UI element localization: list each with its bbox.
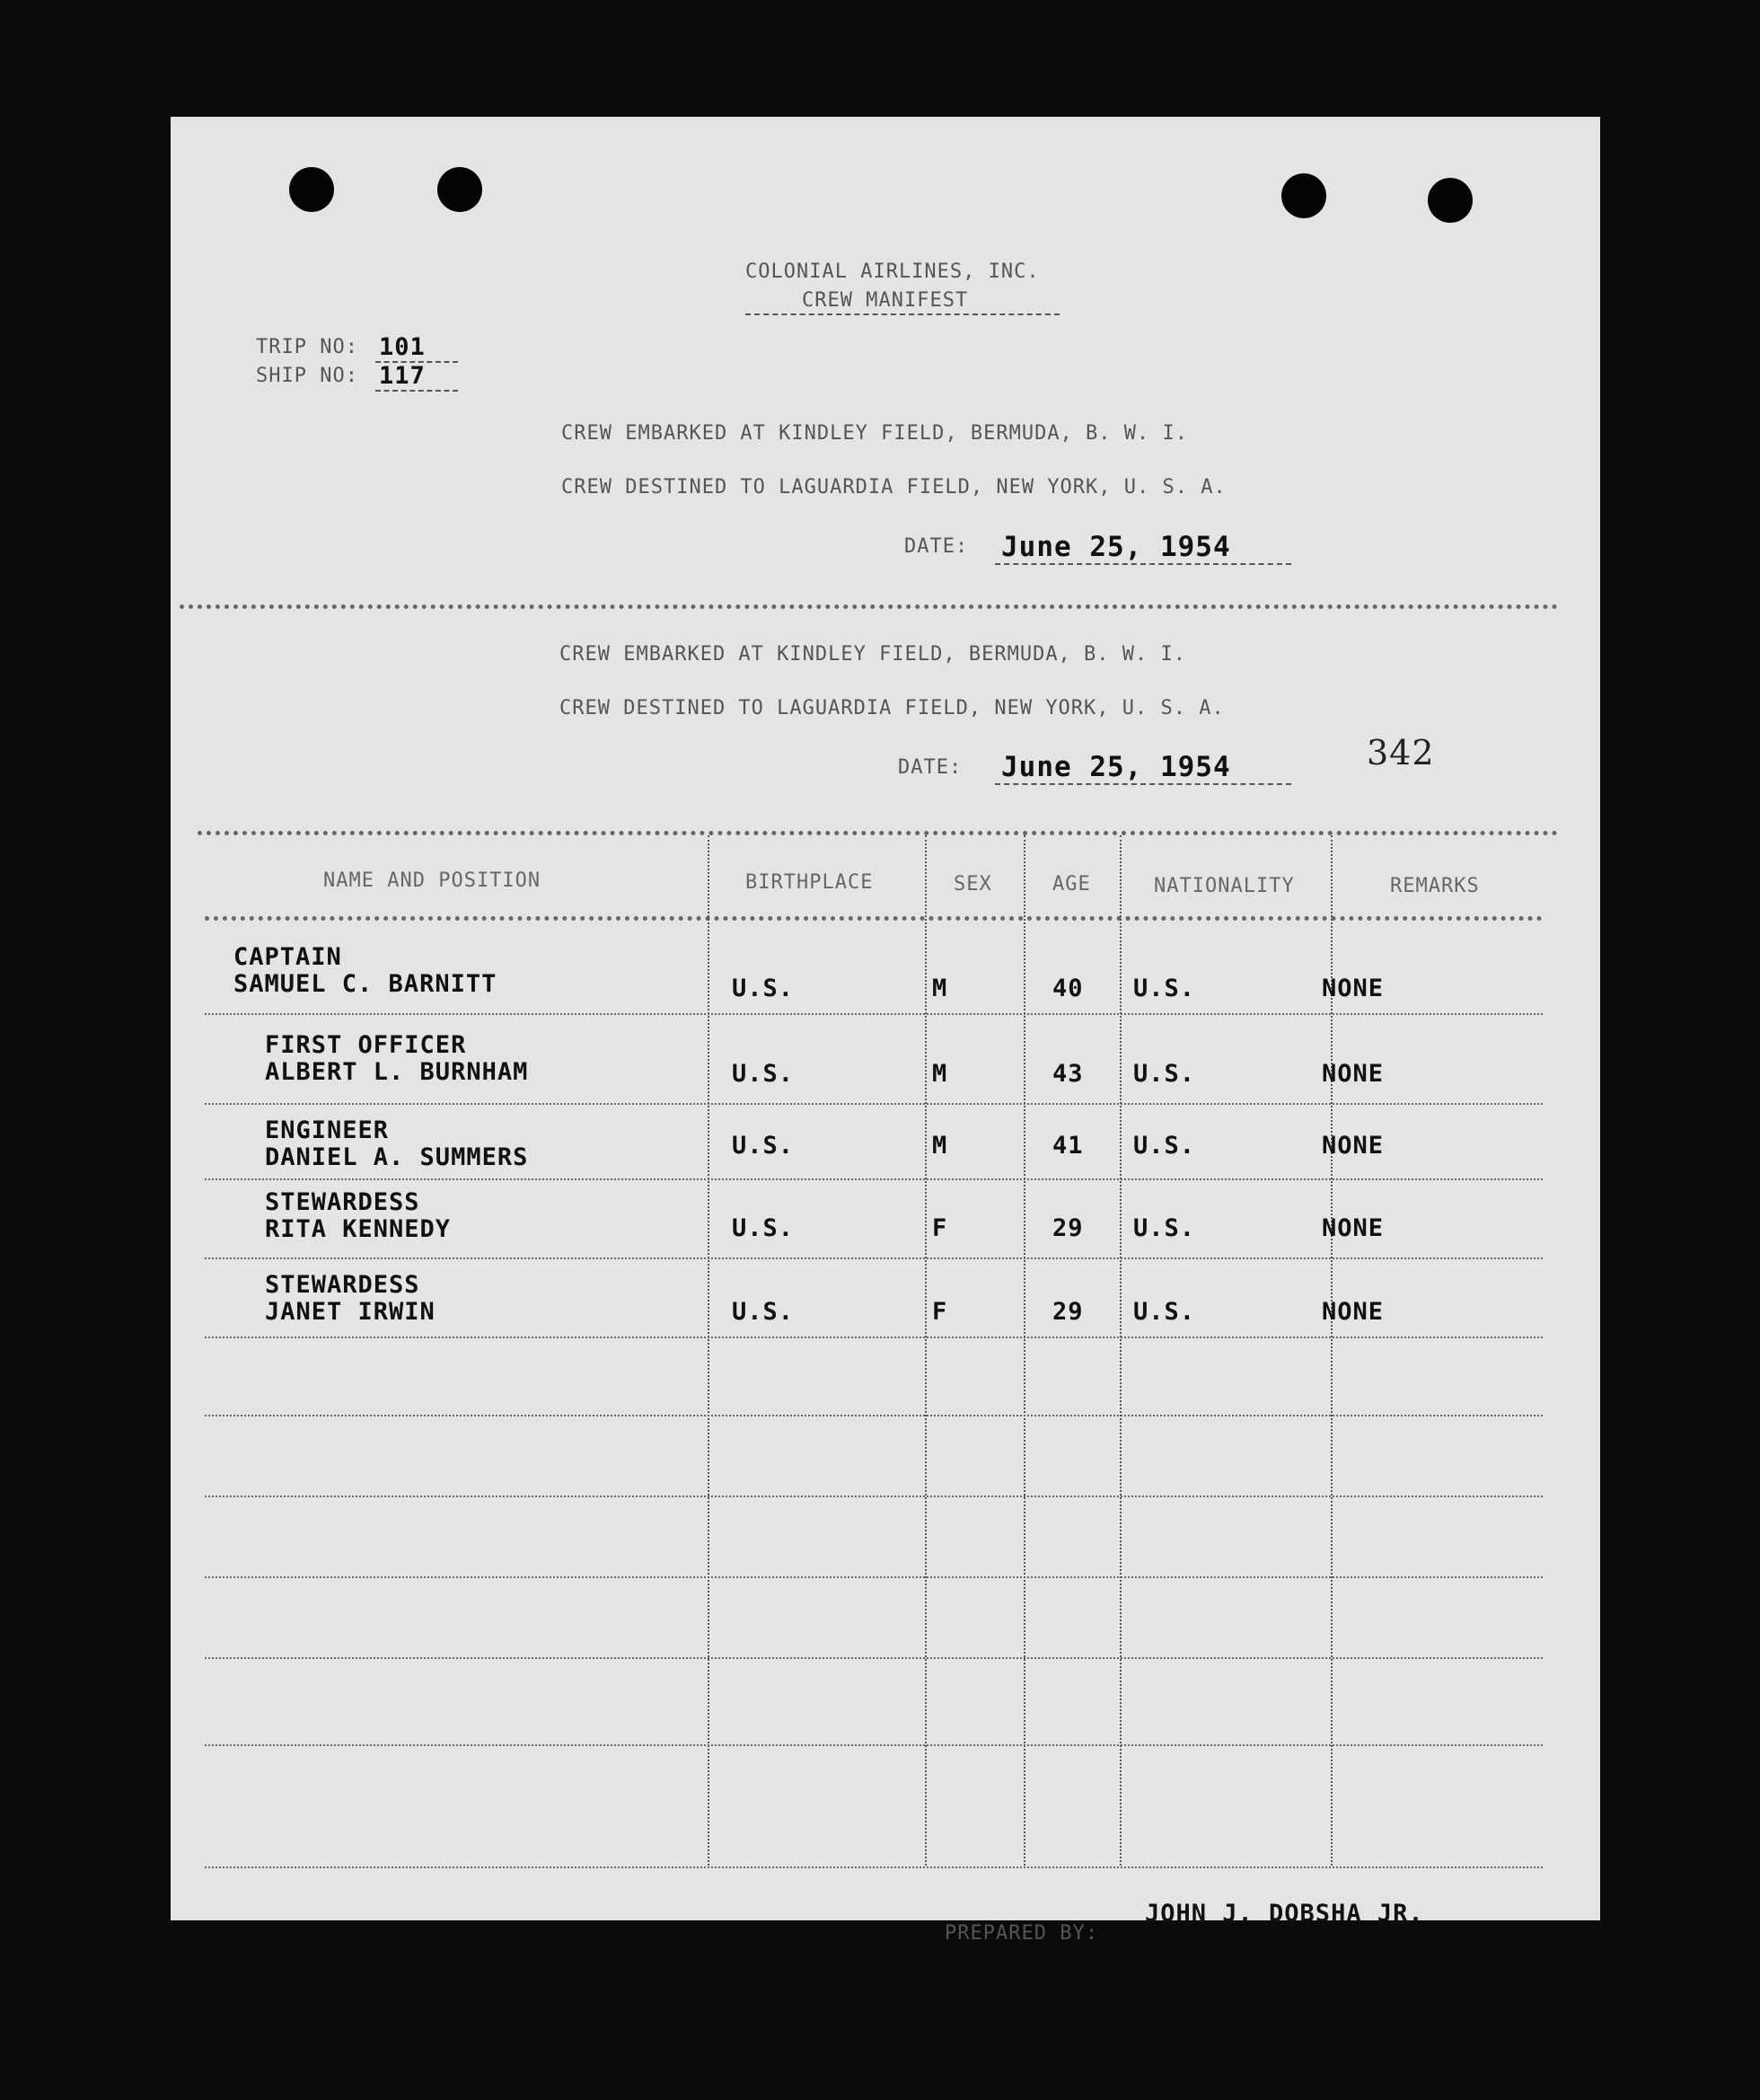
table-row-birthplace: U.S. — [732, 1298, 795, 1326]
ship-underline — [375, 390, 458, 392]
row-rule — [205, 1103, 1543, 1105]
table-row-age: 40 — [1052, 975, 1084, 1002]
punch-hole — [437, 167, 482, 212]
table-row-sex: F — [932, 1298, 948, 1326]
date-label-1: DATE: — [904, 535, 969, 558]
company-name: COLONIAL AIRLINES, INC. — [745, 260, 1040, 283]
manifest-page — [171, 117, 1600, 1945]
table-row-age: 43 — [1052, 1060, 1084, 1088]
header-sex: SEX — [954, 873, 992, 896]
date-value-2: June 25, 1954 — [1001, 751, 1231, 783]
table-row-age: 29 — [1052, 1298, 1084, 1326]
header-name-position: NAME AND POSITION — [323, 869, 541, 892]
page-number: 342 — [1367, 733, 1435, 772]
table-row-age: 29 — [1052, 1214, 1084, 1242]
destined-line-2: CREW DESTINED TO LAGUARDIA FIELD, NEW YORK, U. S. A. — [559, 697, 1225, 719]
table-row-nationality: U.S. — [1133, 1214, 1196, 1242]
table-row-name: RITA KENNEDY — [265, 1215, 452, 1243]
table-row-nationality: U.S. — [1133, 1132, 1196, 1160]
trip-number: 101 — [379, 333, 426, 361]
table-row-position: STEWARDESS — [265, 1271, 420, 1299]
table-row-position: CAPTAIN — [233, 943, 342, 971]
section-divider — [180, 604, 1558, 609]
punch-hole — [289, 167, 334, 212]
table-row-name: DANIEL A. SUMMERS — [265, 1143, 529, 1171]
table-row-name: SAMUEL C. BARNITT — [233, 970, 497, 998]
table-row-remarks: NONE — [1322, 1298, 1385, 1326]
table-row-name: JANET IRWIN — [265, 1298, 436, 1326]
row-rule — [205, 1415, 1543, 1416]
column-separator — [708, 835, 709, 1866]
table-row-nationality: U.S. — [1133, 1298, 1196, 1326]
column-separator — [1120, 835, 1122, 1866]
header-age: AGE — [1052, 873, 1091, 896]
column-separator — [925, 835, 927, 1866]
table-row-sex: F — [932, 1214, 948, 1242]
table-top-rule — [198, 831, 1558, 835]
date-label-2: DATE: — [898, 756, 963, 779]
table-row-remarks: NONE — [1322, 1060, 1385, 1088]
ship-label: SHIP NO: — [256, 365, 358, 387]
embarked-line-2: CREW EMBARKED AT KINDLEY FIELD, BERMUDA, B. W. I. — [559, 643, 1187, 666]
table-row-sex: M — [932, 975, 948, 1002]
table-row-position: ENGINEER — [265, 1116, 390, 1144]
date-underline-1 — [995, 563, 1291, 565]
row-rule — [205, 1337, 1543, 1338]
table-row-age: 41 — [1052, 1132, 1084, 1160]
table-row-position: FIRST OFFICER — [265, 1031, 467, 1059]
row-rule — [205, 1744, 1543, 1746]
table-row-sex: M — [932, 1132, 948, 1160]
table-row-name: ALBERT L. BURNHAM — [265, 1058, 529, 1086]
prepared-by-label: PREPARED BY: — [945, 1922, 1098, 1945]
row-rule — [205, 1657, 1543, 1659]
ship-number: 117 — [379, 362, 426, 390]
row-rule — [205, 1013, 1543, 1015]
table-row-birthplace: U.S. — [732, 1060, 795, 1088]
header-nationality: NATIONALITY — [1154, 875, 1295, 897]
form-title: CREW MANIFEST — [802, 289, 969, 312]
row-rule — [205, 1496, 1543, 1497]
punch-hole — [1428, 178, 1473, 223]
date-value-1: June 25, 1954 — [1001, 531, 1231, 563]
table-row-remarks: NONE — [1322, 1214, 1385, 1242]
table-row-nationality: U.S. — [1133, 975, 1196, 1002]
header-bottom-rule — [205, 916, 1543, 921]
header-birthplace: BIRTHPLACE — [745, 871, 874, 894]
prepared-by-name: JOHN J. DOBSHA JR. — [1145, 1900, 1424, 1928]
title-underline — [745, 313, 1060, 315]
table-row-position: STEWARDESS — [265, 1188, 420, 1216]
punch-hole — [1281, 173, 1326, 218]
trip-label: TRIP NO: — [256, 336, 358, 358]
date-underline-2 — [995, 783, 1291, 785]
table-row-sex: M — [932, 1060, 948, 1088]
row-rule — [205, 1576, 1543, 1578]
row-rule — [205, 1257, 1543, 1259]
table-bottom-rule — [205, 1866, 1543, 1868]
column-separator — [1024, 835, 1025, 1866]
table-row-birthplace: U.S. — [732, 975, 795, 1002]
table-row-nationality: U.S. — [1133, 1060, 1196, 1088]
embarked-line-1: CREW EMBARKED AT KINDLEY FIELD, BERMUDA, B. W. I. — [561, 422, 1189, 445]
table-row-birthplace: U.S. — [732, 1132, 795, 1160]
row-rule — [205, 1178, 1543, 1180]
destined-line-1: CREW DESTINED TO LAGUARDIA FIELD, NEW YORK, U. S. A. — [561, 476, 1227, 499]
table-row-remarks: NONE — [1322, 975, 1385, 1002]
table-row-remarks: NONE — [1322, 1132, 1385, 1160]
header-remarks: REMARKS — [1390, 875, 1480, 897]
table-row-birthplace: U.S. — [732, 1214, 795, 1242]
